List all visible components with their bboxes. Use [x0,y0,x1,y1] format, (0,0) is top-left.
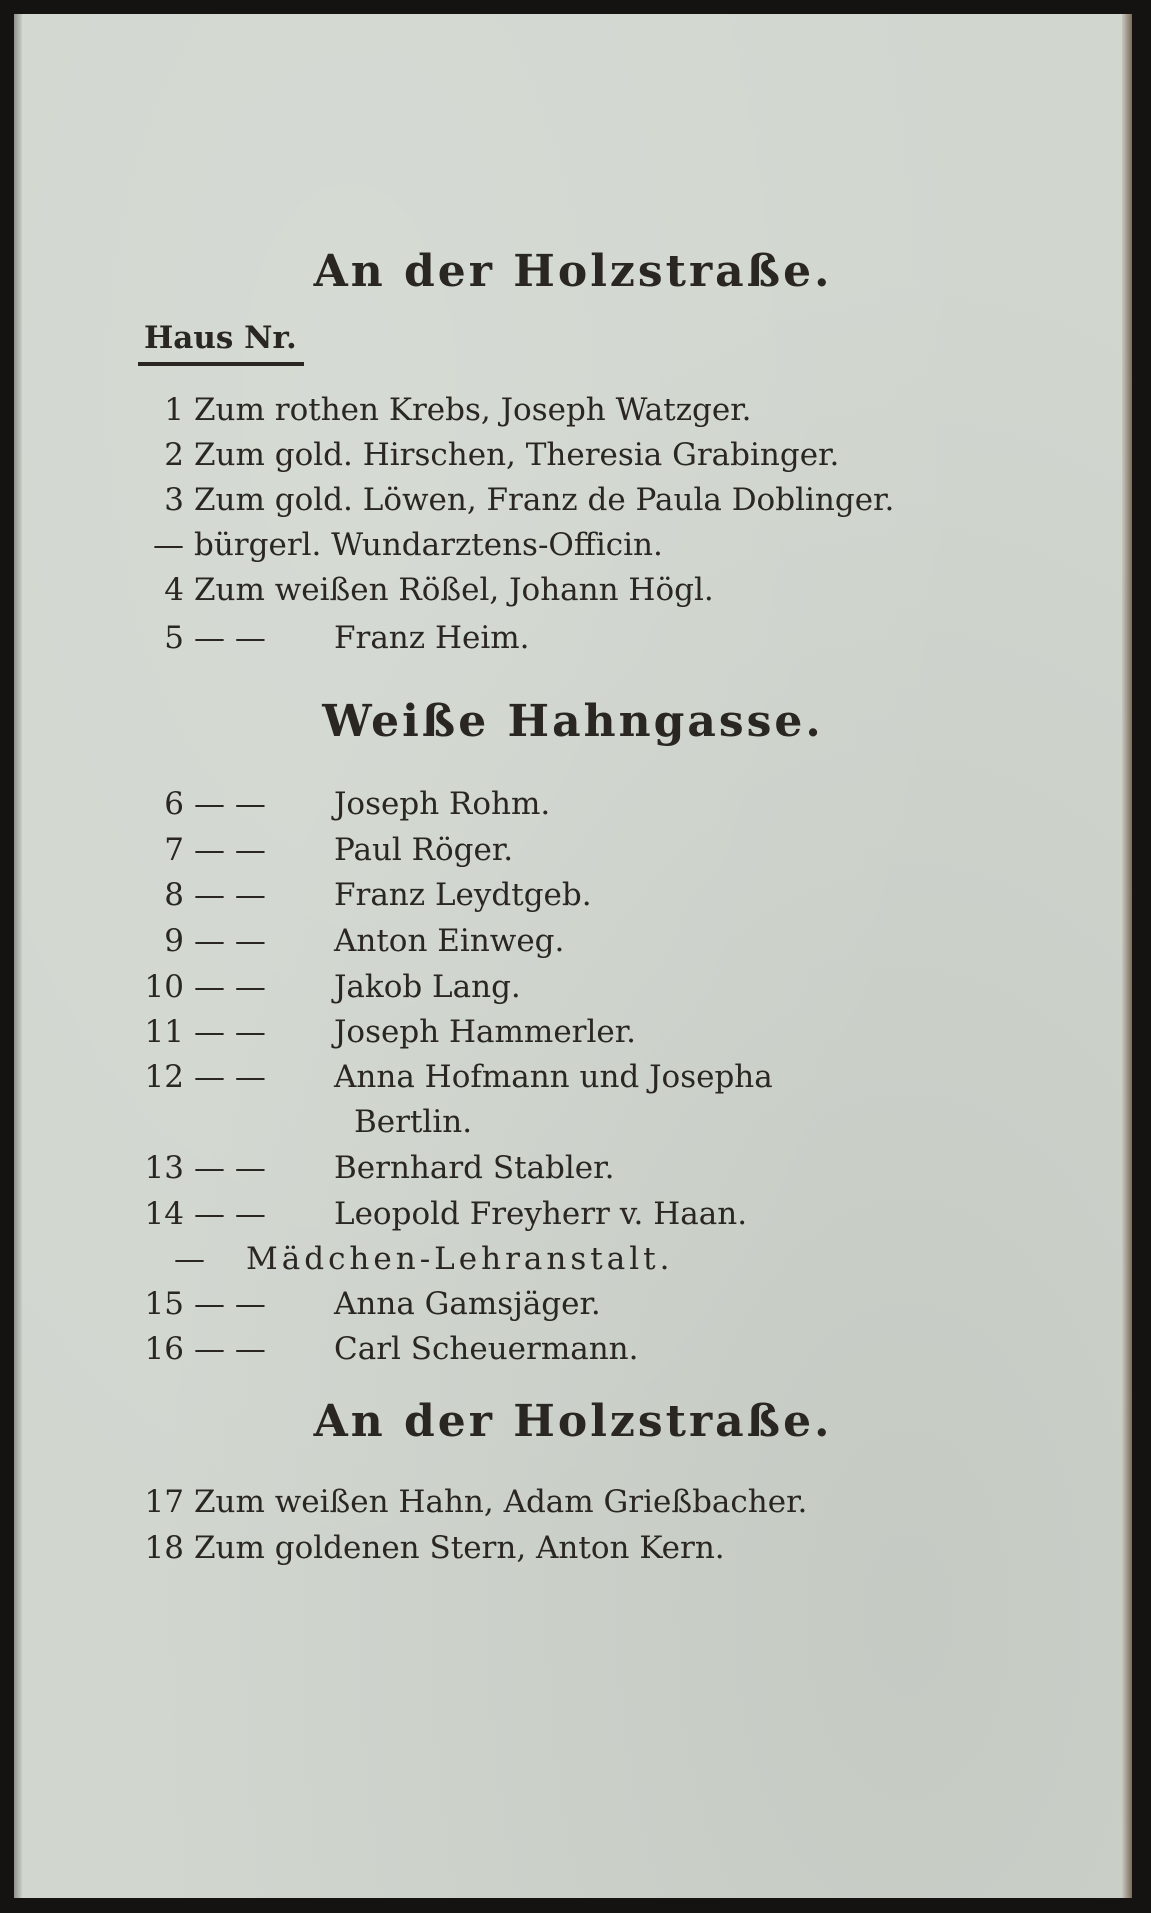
resident-name: Carl Scheuermann. [334,1331,639,1367]
column-header: Haus Nr. [144,320,297,356]
house-number: 9 [164,923,184,959]
house-number: 18 [144,1530,184,1566]
ditto-dashes: — — [194,786,266,822]
entry-text: Mädchen-Lehranstalt. [246,1241,674,1277]
entry-text: Zum weißen Rößel, Johann Högl. [194,572,714,608]
section-title: An der Holzstraße. [313,246,833,297]
dash-marker: — [153,527,184,563]
entry-text: Zum rothen Krebs, Joseph Watzger. [194,392,752,428]
house-number: 12 [144,1059,184,1095]
house-number: 7 [164,832,184,868]
house-number: 5 [164,620,184,656]
house-number: 13 [144,1150,184,1186]
resident-name: Paul Röger. [334,832,514,868]
house-number: 11 [144,1014,184,1050]
ditto-dashes: — — [194,923,266,959]
ditto-dashes: — — [194,620,266,656]
entry-text: Zum goldenen Stern, Anton Kern. [194,1530,725,1566]
ditto-dashes: — — [194,1286,266,1322]
house-number: 6 [164,786,184,822]
ditto-dashes: — — [194,877,266,913]
list-item-continuation [354,1102,472,1142]
ditto-dashes: — — [194,832,266,868]
house-number: 15 [144,1286,184,1322]
house-number: 10 [144,969,184,1005]
ditto-dashes: — — [194,969,266,1005]
entry-text: bürgerl. Wundarztens-Officin. [194,527,663,563]
section-title: Weiße Hahngasse. [322,696,824,747]
house-number: 3 [164,482,184,518]
ditto-dashes: — — [194,1150,266,1186]
house-number: 1 [164,392,184,428]
ditto-dashes: — — [194,1059,266,1095]
house-number: 14 [144,1196,184,1232]
resident-name: Franz Heim. [334,620,530,656]
resident-name: Anton Einweg. [334,923,565,959]
house-number: 17 [144,1484,184,1520]
resident-name: Bernhard Stabler. [334,1150,615,1186]
resident-name: Joseph Hammerler. [334,1014,637,1050]
resident-name: Leopold Freyherr v. Haan. [334,1196,748,1232]
column-header-rule [138,362,304,366]
house-number: 2 [164,437,184,473]
resident-name: Anna Hofmann und Josepha [334,1059,773,1095]
entry-text: Zum gold. Hirschen, Theresia Grabinger. [194,437,840,473]
dash-marker: — [174,1241,205,1277]
entry-text: Zum gold. Löwen, Franz de Paula Doblinger. [194,482,895,518]
resident-name-continuation: Bertlin. [354,1104,473,1140]
ditto-dashes: — — [194,1331,266,1367]
ditto-dashes: — — [194,1196,266,1232]
house-number: 16 [144,1331,184,1367]
resident-name: Anna Gamsjäger. [334,1286,601,1322]
resident-name: Jakob Lang. [334,969,521,1005]
book-page [14,14,1132,1898]
section-title: An der Holzstraße. [313,1396,833,1447]
resident-name: Franz Leydtgeb. [334,877,592,913]
resident-name: Joseph Rohm. [334,786,551,822]
house-number: 4 [164,572,184,608]
ditto-dashes: — — [194,1014,266,1050]
house-number: 8 [164,877,184,913]
entry-text: Zum weißen Hahn, Adam Grießbacher. [194,1484,808,1520]
